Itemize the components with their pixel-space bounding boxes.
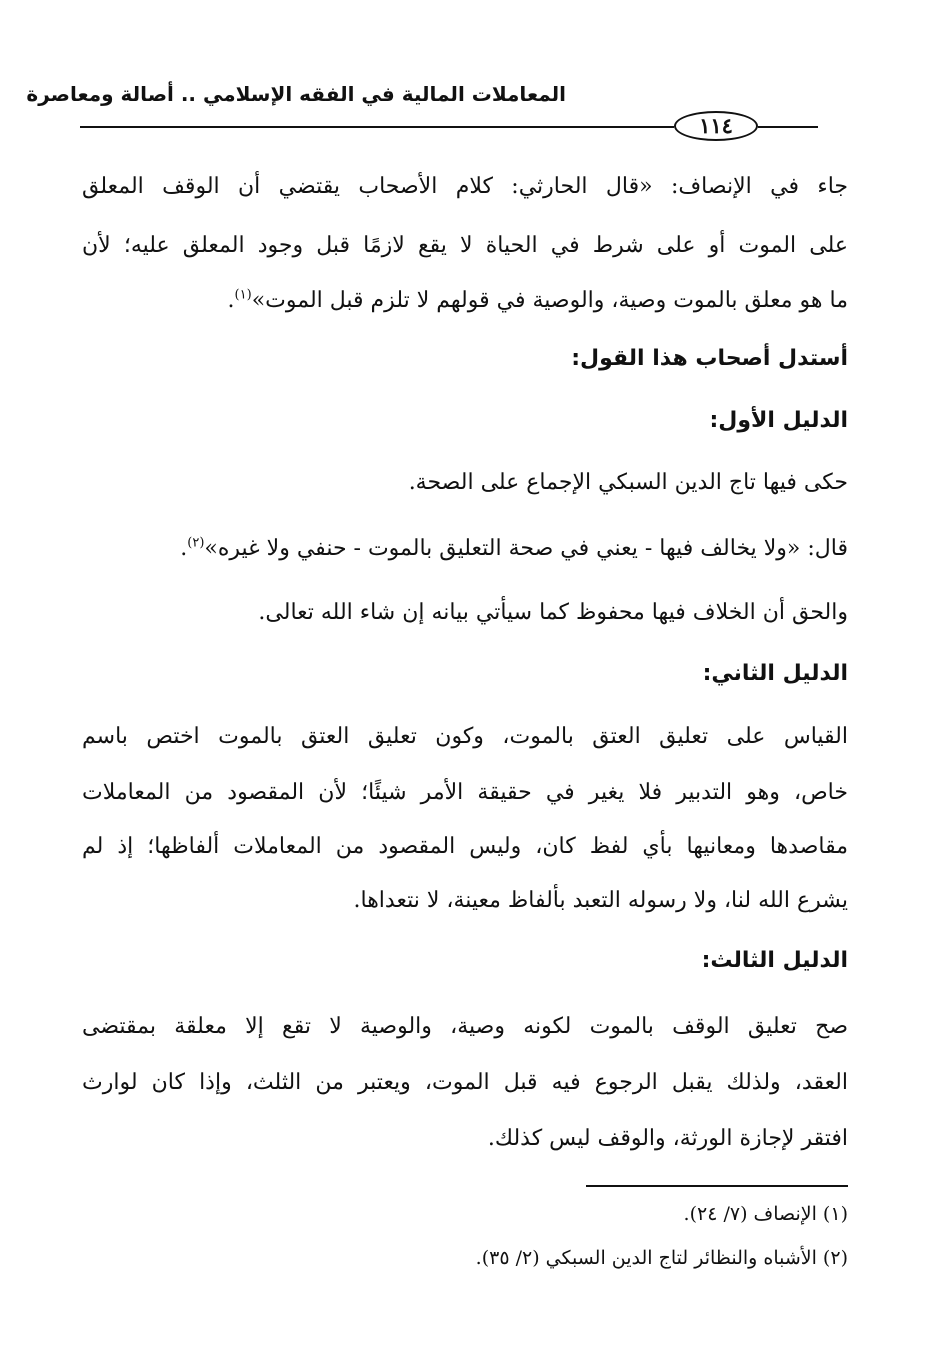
body-line: جاء في الإنصاف: «قال الحارثي: كلام الأصحاب يقتضي أن الوقف المعلق — [82, 174, 848, 199]
body-line: افتقر لإجازة الورثة، والوقف ليس كذلك. — [487, 1126, 848, 1151]
section-heading-first: الدليل الأول: — [709, 408, 848, 433]
footnote: (٢) الأشباه والنظائر لتاج الدين السبكي (٢/ ٣٥). — [475, 1247, 848, 1269]
header-rule-end — [758, 126, 818, 128]
body-line: حكى فيها تاج الدين السبكي الإجماع على الصحة. — [408, 470, 848, 495]
quote-text: ما هو معلق بالموت وصية، والوصية في قولهم لا تلزم قبل الموت» — [251, 288, 848, 313]
footnote: (١) الإنصاف (٧/ ٢٤). — [683, 1203, 848, 1225]
line-end: . — [180, 536, 188, 561]
body-line: والحق أن الخلاف فيها محفوظ كما سيأتي بيانه إن شاء الله تعالى. — [258, 600, 848, 625]
quote-text: قال: «ولا يخالف فيها - يعني في صحة التعليق بالموت - حنفي ولا غيره» — [204, 536, 848, 561]
body-line — [82, 286, 848, 316]
page-number: ١١٤ — [674, 111, 758, 141]
body-line: على الموت أو على شرط في الحياة لا يقع لازمًا قبل وجود المعلق عليه؛ لأن — [82, 233, 848, 258]
body-line: مقاصدها ومعانيها بأي لفظ كان، وليس المقصود من المعاملات ألفاظها؛ إذ لم — [82, 834, 848, 859]
header-rule — [80, 126, 674, 128]
body-line: صح تعليق الوقف بالموت لكونه وصية، والوصية لا تقع إلا معلقة بمقتضى — [82, 1014, 848, 1039]
running-title: المعاملات المالية في الفقه الإسلامي .. أصالة ومعاصرة — [26, 82, 566, 106]
footnote-ref: (٢) — [187, 535, 205, 551]
body-line — [82, 534, 848, 564]
footnote-separator — [586, 1185, 848, 1187]
line-end: . — [227, 288, 235, 313]
body-line: القياس على تعليق العتق بالموت، وكون تعليق العتق بالموت اختص باسم — [82, 724, 848, 749]
body-line: العقد، ولذلك يقبل الرجوع فيه قبل الموت، ويعتبر من الثلث، وإذا كان لوارث — [82, 1070, 848, 1095]
body-line: خاص، وهو التدبير فلا يغير في حقيقة الأمر شيئًا؛ لأن المقصود من المعاملات — [82, 780, 848, 805]
footnote-ref: (١) — [234, 287, 252, 303]
section-heading: أستدل أصحاب هذا القول: — [571, 346, 848, 371]
section-heading-second: الدليل الثاني: — [702, 661, 848, 686]
section-heading-third: الدليل الثالث: — [701, 948, 848, 973]
body-line: يشرع الله لنا، ولا رسوله التعبد بألفاظ معينة، لا نتعداها. — [353, 888, 848, 913]
